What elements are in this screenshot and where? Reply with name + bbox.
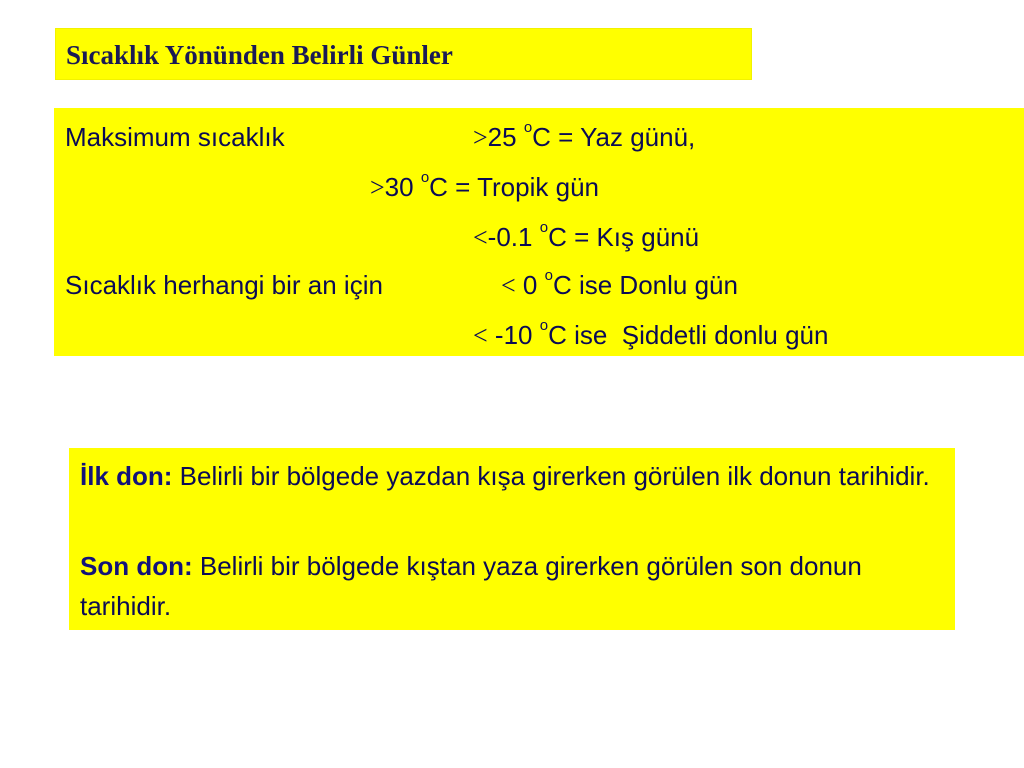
degree-mark: o (420, 169, 430, 186)
greater-than-symbol: > (370, 173, 385, 202)
frost-definitions-box (69, 448, 955, 630)
rule-severe-frost-day (473, 317, 829, 351)
less-than-symbol: < (473, 223, 488, 252)
rule-tropical-day (370, 169, 599, 203)
degree-mark: o (544, 267, 553, 284)
title-box (55, 28, 752, 80)
degree-mark: o (523, 119, 533, 136)
first-frost-desc: Belirli bir bölgede yazdan kışa girerken görülen ilk donun tarihidir. (179, 461, 930, 491)
first-frost-term: İlk don: (80, 461, 173, 491)
max-temp-label: Maksimum sıcaklık (65, 122, 285, 152)
last-frost-desc: Belirli bir bölgede kıştan yaza girerken görülen son donun tarihidir. (80, 551, 862, 621)
degree-mark: o (539, 219, 549, 236)
less-than-symbol: < (501, 271, 516, 300)
rule-text: C = Kış günü (548, 222, 700, 252)
last-frost-term: Son don: (80, 551, 193, 581)
rule-value: -10 (494, 320, 533, 350)
temperature-rules-box (54, 108, 1024, 356)
less-than-symbol: < (473, 321, 488, 350)
rule-value: 25 (487, 122, 517, 152)
rule-summer-day (473, 119, 696, 153)
rule-text: C = Tropik gün (429, 172, 599, 202)
degree-mark: o (539, 317, 549, 334)
rule-text: C = Yaz günü, (532, 122, 696, 152)
rule-text: C ise Donlu gün (552, 270, 738, 300)
rule-frost-day (501, 267, 738, 301)
page-title: Sıcaklık Yönünden Belirli Günler (66, 40, 453, 70)
rule-value: 0 (522, 270, 538, 300)
rule-value: -0.1 (487, 222, 533, 252)
any-time-label: Sıcaklık herhangi bir an için (65, 270, 383, 300)
rule-text: C ise Şiddetli donlu gün (548, 320, 829, 350)
rule-winter-day (473, 219, 700, 253)
rule-value: 30 (384, 172, 414, 202)
greater-than-symbol: > (473, 123, 488, 152)
first-frost-definition (80, 456, 944, 496)
last-frost-definition (80, 546, 944, 626)
